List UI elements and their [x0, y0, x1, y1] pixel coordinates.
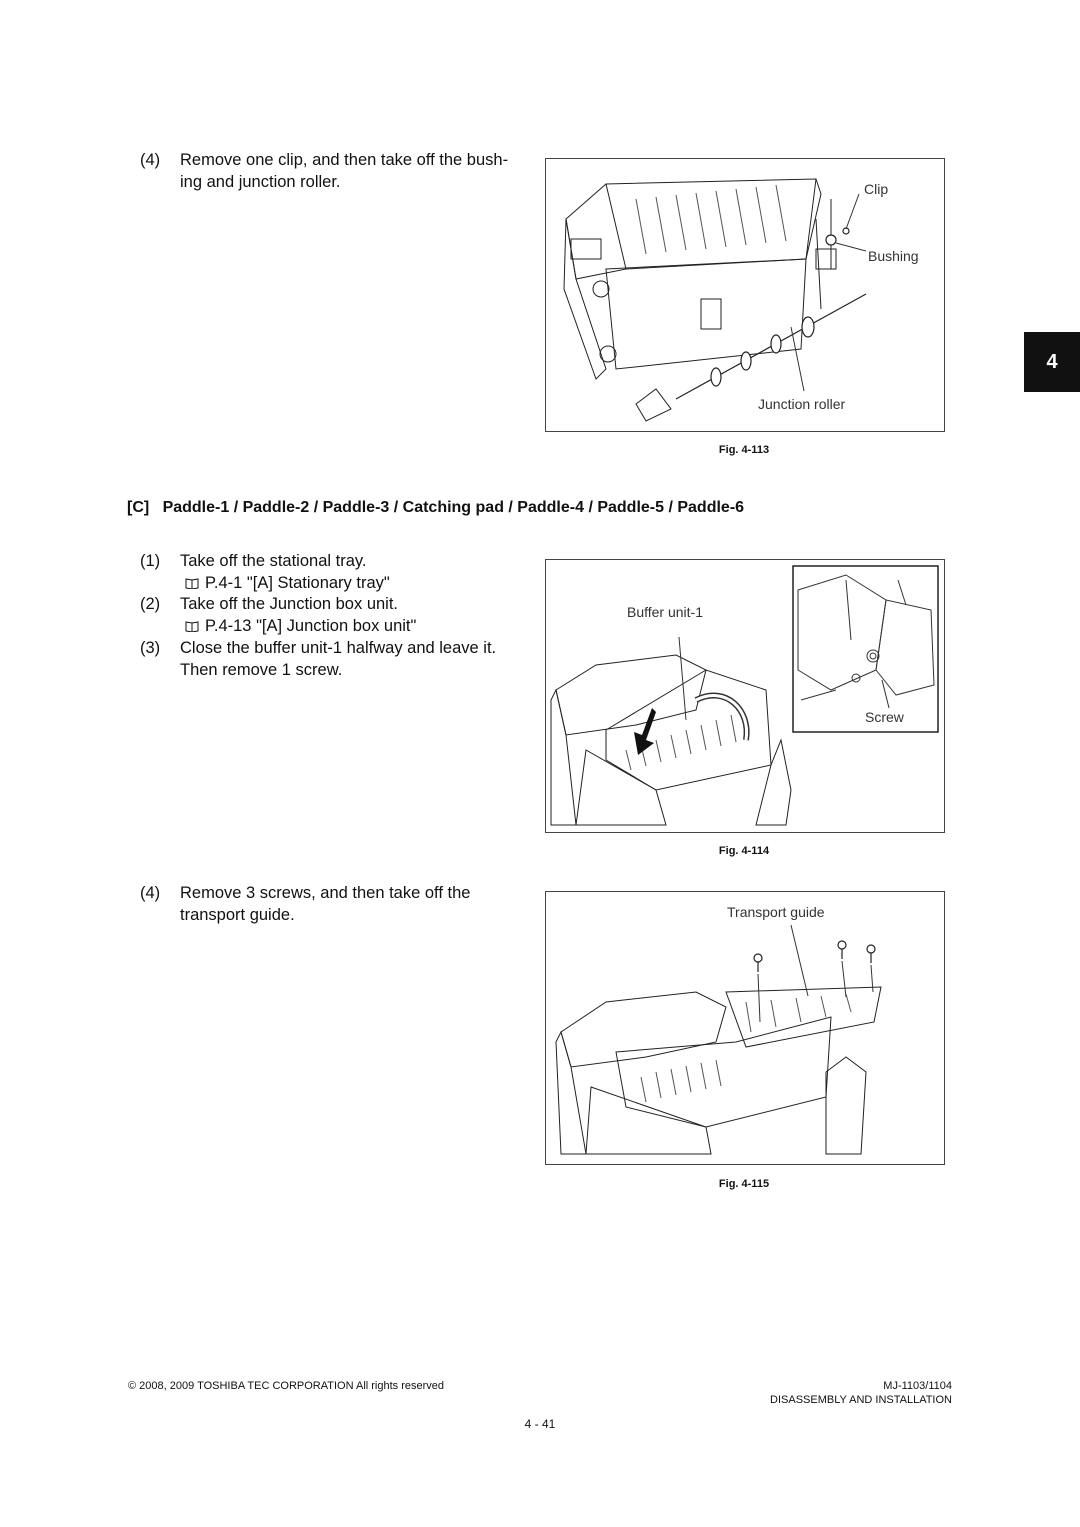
reference-text: P.4-13 "[A] Junction box unit": [205, 617, 417, 635]
reference-text: P.4-1 "[A] Stationary tray": [205, 574, 390, 592]
step-number: (4): [140, 151, 161, 169]
figure-caption: Fig. 4-115: [718, 1178, 770, 1190]
step-text: Remove one clip, and then take off the bush-: [180, 151, 509, 169]
step-text: ing and junction roller.: [180, 173, 341, 191]
footer-model: MJ-1103/1104: [883, 1380, 952, 1392]
reference-link-stationary-tray[interactable]: [185, 573, 390, 594]
step-text: Remove 3 screws, and then take off the: [180, 884, 471, 902]
illustration-transport-guide: [546, 892, 944, 1164]
figure-114: [545, 559, 945, 833]
label-clip: Clip: [864, 181, 889, 197]
section-title: Paddle-1 / Paddle-2 / Paddle-3 / Catching pad / Paddle-4 / Paddle-5 / Paddle-6: [162, 499, 745, 516]
book-icon: [185, 620, 199, 632]
figure-113: [545, 158, 945, 432]
footer-chapter: DISASSEMBLY AND INSTALLATION: [770, 1394, 952, 1406]
step-number: (1): [140, 552, 161, 570]
label-bushing: Bushing: [868, 248, 919, 264]
page-number: 4 - 41: [524, 1417, 556, 1431]
label-junction-roller: Junction roller: [758, 396, 846, 412]
step-number: (4): [140, 884, 161, 902]
figure-caption: Fig. 4-113: [718, 444, 770, 456]
figure-caption: Fig. 4-114: [718, 845, 770, 857]
figure-115: [545, 891, 945, 1165]
reference-link-junction-box[interactable]: [185, 616, 416, 637]
step-number: (2): [140, 595, 161, 613]
section-marker: [C]: [127, 499, 150, 516]
section-heading: [127, 499, 744, 517]
book-icon: [185, 577, 199, 589]
illustration-buffer-unit: [546, 560, 944, 832]
step-text: Then remove 1 screw.: [180, 661, 343, 679]
label-buffer-unit: Buffer unit-1: [627, 604, 704, 620]
step-number: (3): [140, 639, 161, 657]
footer-copyright: © 2008, 2009 TOSHIBA TEC CORPORATION All rights reserved: [128, 1380, 445, 1392]
illustration-finisher-junction-roller: [546, 159, 944, 431]
step-text: Take off the stational tray.: [180, 552, 367, 570]
label-screw: Screw: [865, 709, 904, 725]
label-transport-guide: Transport guide: [727, 904, 825, 920]
chapter-tab: 4: [1024, 332, 1080, 392]
step-text: Take off the Junction box unit.: [180, 595, 399, 613]
step-text: transport guide.: [180, 906, 295, 924]
step-text: Close the buffer unit-1 halfway and leave it.: [180, 639, 497, 657]
